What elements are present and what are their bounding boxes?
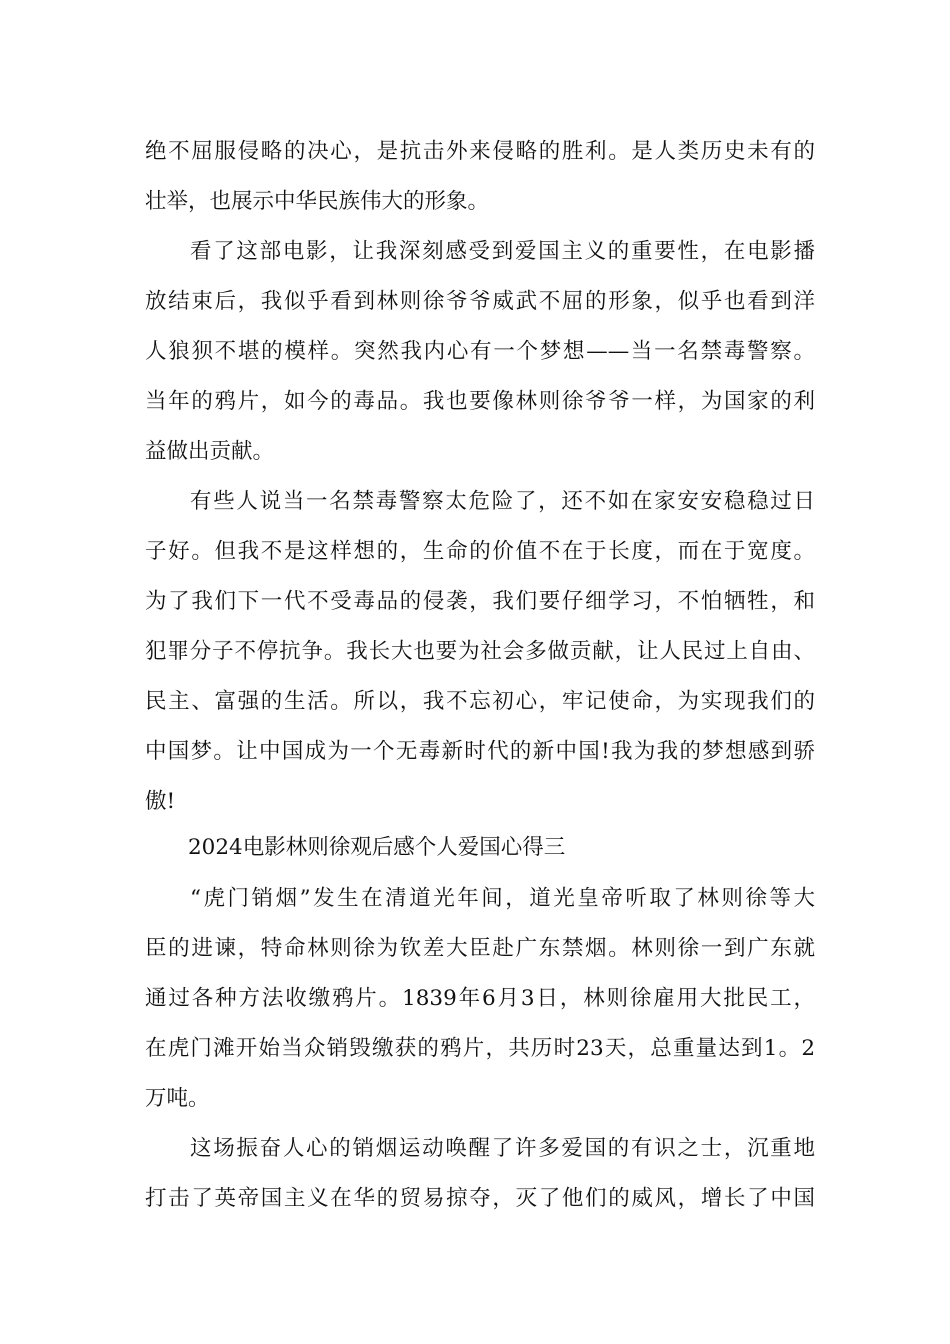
text-line: 傲! [145, 789, 176, 814]
paragraph-start-line: 这场振奋人心的销烟运动唤醒了许多爱国的有识之士，沉重地 [190, 1136, 815, 1161]
text-line: 绝不屈服侵略的决心，是抗击外来侵略的胜利。是人类历史未有的 [145, 139, 815, 164]
text-line: 民主、富强的生活。所以，我不忘初心，牢记使命，为实现我们的 [145, 689, 815, 714]
text-line: 人狼狈不堪的模样。突然我内心有一个梦想——当一名禁毒警察。 [145, 339, 815, 364]
text-line: 子好。但我不是这样想的，生命的价值不在于长度，而在于宽度。 [145, 539, 815, 564]
text-line: 当年的鸦片，如今的毒品。我也要像林则徐爷爷一样，为国家的利 [145, 389, 815, 414]
text-line: 万吨。 [145, 1086, 210, 1111]
section-heading: 2024电影林则徐观后感个人爱国心得三 [188, 835, 566, 860]
text-line: 通过各种方法收缴鸦片。1839年6月3日，林则徐雇用大批民工， [145, 986, 815, 1011]
text-line: 臣的进谏，特命林则徐为钦差大臣赴广东禁烟。林则徐一到广东就 [145, 936, 815, 961]
text-line: 中国梦。让中国成为一个无毒新时代的新中国!我为我的梦想感到骄 [145, 739, 815, 764]
paragraph-start-line: 有些人说当一名禁毒警察太危险了，还不如在家安安稳稳过日 [190, 489, 815, 514]
text-line: 壮举，也展示中华民族伟大的形象。 [145, 189, 490, 214]
text-line: 在虎门滩开始当众销毁缴获的鸦片，共历时23天，总重量达到1。2 [145, 1036, 815, 1061]
text-line: 犯罪分子不停抗争。我长大也要为社会多做贡献，让人民过上自由、 [145, 639, 815, 664]
paragraph-start-line: “虎门销烟”发生在清道光年间，道光皇帝听取了林则徐等大 [190, 886, 815, 911]
text-line: 放结束后，我似乎看到林则徐爷爷威武不屈的形象，似乎也看到洋 [145, 289, 815, 314]
text-line: 为了我们下一代不受毒品的侵袭，我们要仔细学习，不怕牺牲，和 [145, 589, 815, 614]
paragraph-start-line: 看了这部电影，让我深刻感受到爱国主义的重要性，在电影播 [190, 239, 815, 264]
text-line: 益做出贡献。 [145, 439, 275, 464]
text-line: 打击了英帝国主义在华的贸易掠夺，灭了他们的威风，增长了中国 [145, 1186, 815, 1211]
